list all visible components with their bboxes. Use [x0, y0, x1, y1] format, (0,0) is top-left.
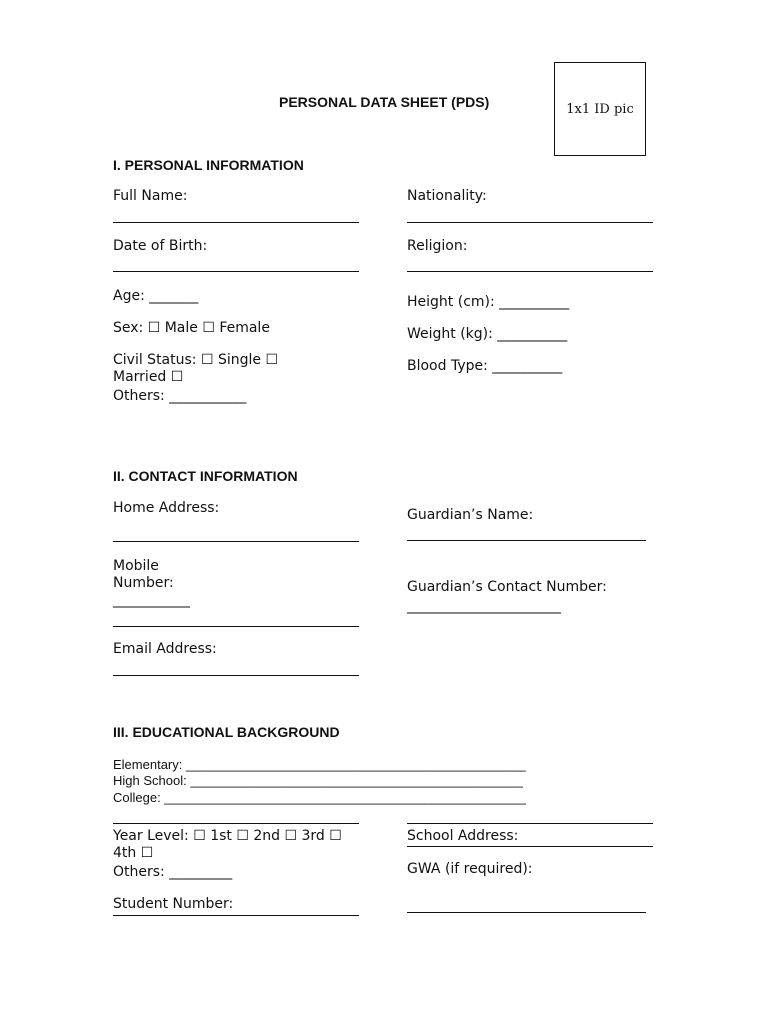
id-photo-box[interactable] [554, 62, 646, 156]
age-field[interactable]: Age: _______ [113, 288, 199, 304]
guardian-contact-label: Guardian’s Contact Number: [407, 579, 607, 595]
civil-status-married-option[interactable]: Married ☐ [113, 369, 184, 385]
guardian-contact-field[interactable]: ______________________ [407, 598, 561, 614]
gwa-field[interactable] [407, 912, 646, 913]
nationality-field[interactable] [407, 222, 653, 223]
full-name-field[interactable] [113, 222, 359, 223]
civil-status-others-field[interactable]: Others: ___________ [113, 388, 247, 404]
email-address-label: Email Address: [113, 641, 217, 657]
year-level-others-field[interactable]: Others: _________ [113, 864, 233, 880]
high-school-field[interactable]: High School: ______________________________________________ [113, 773, 523, 788]
elementary-field[interactable]: Elementary: _______________________________________________ [113, 757, 526, 772]
section-heading-contact: II. CONTACT INFORMATION [113, 468, 298, 484]
mobile-number-label-2: Number: [113, 575, 174, 591]
mobile-number-label: Mobile [113, 558, 159, 574]
home-address-field[interactable] [113, 541, 359, 542]
section-heading-education: III. EDUCATIONAL BACKGROUND [113, 724, 340, 740]
id-photo-label: 1x1 ID pic [566, 101, 634, 117]
mobile-number-field[interactable] [113, 626, 359, 627]
page-title: PERSONAL DATA SHEET (PDS) [279, 94, 490, 110]
education-blank-line-left[interactable] [113, 823, 359, 824]
education-blank-line-right[interactable] [407, 823, 653, 824]
section-heading-personal: I. PERSONAL INFORMATION [113, 157, 304, 173]
religion-field[interactable] [407, 271, 653, 272]
mobile-number-blank[interactable]: ___________ [113, 592, 190, 608]
school-address-label: School Address: [407, 828, 519, 844]
guardian-name-field[interactable] [407, 540, 646, 541]
religion-label: Religion: [407, 238, 468, 254]
email-address-field[interactable] [113, 675, 359, 676]
blood-type-field[interactable]: Blood Type: __________ [407, 358, 563, 374]
date-of-birth-label: Date of Birth: [113, 238, 208, 254]
home-address-label: Home Address: [113, 500, 220, 516]
height-field[interactable]: Height (cm): __________ [407, 294, 570, 310]
civil-status-options[interactable]: Civil Status: ☐ Single ☐ [113, 352, 278, 368]
nationality-label: Nationality: [407, 188, 487, 204]
gwa-label: GWA (if required): [407, 861, 533, 877]
guardian-name-label: Guardian’s Name: [407, 507, 534, 523]
sex-options[interactable]: Sex: ☐ Male ☐ Female [113, 320, 270, 336]
student-number-label: Student Number: [113, 896, 234, 912]
school-address-field[interactable] [407, 846, 653, 847]
college-field[interactable]: College: __________________________________________________ [113, 790, 526, 805]
year-level-options[interactable]: Year Level: ☐ 1st ☐ 2nd ☐ 3rd ☐ [113, 828, 342, 844]
weight-field[interactable]: Weight (kg): __________ [407, 326, 568, 342]
year-level-4th-option[interactable]: 4th ☐ [113, 845, 154, 861]
full-name-label: Full Name: [113, 188, 188, 204]
student-number-field[interactable] [113, 915, 359, 916]
date-of-birth-field[interactable] [113, 271, 359, 272]
